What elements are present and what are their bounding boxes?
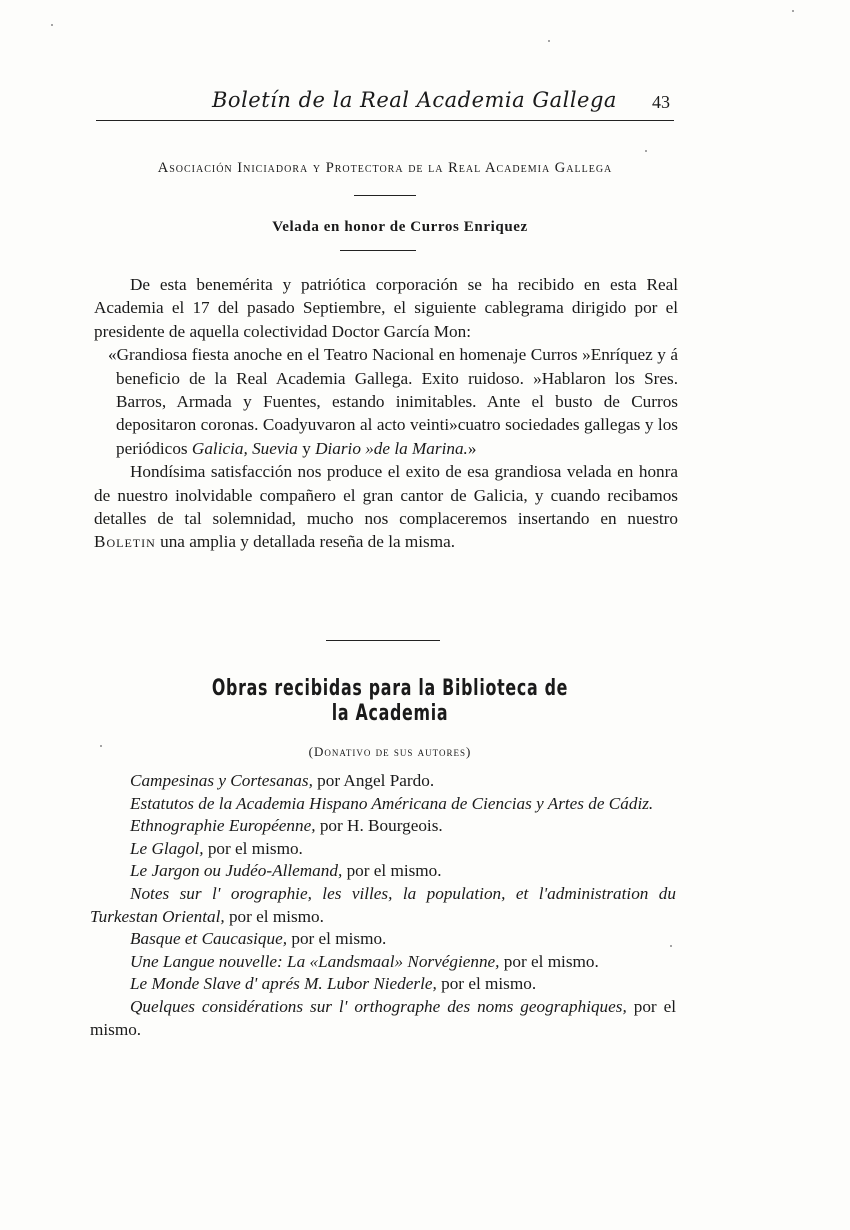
book-author: por el mismo.: [503, 951, 599, 971]
book-title: Campesinas y Cortesanas,: [130, 771, 313, 790]
association-heading: Asociación Iniciadora y Protectora de la Real Academia Gallega: [157, 160, 613, 176]
book-title: Notes sur l' orographie, les villes, la population, et l'administration du Turkestan Oriental,: [90, 883, 676, 926]
library-title: Obras recibidas para la Biblioteca de la Academia: [211, 676, 569, 726]
scan-speck: [548, 40, 550, 42]
book-title: Le Jargon ou Judéo-Allemand,: [130, 861, 343, 881]
divider-short: [354, 195, 416, 196]
book-title: Le Glagol,: [130, 838, 204, 858]
book-author: por Angel Pardo.: [317, 771, 435, 790]
library-subtitle: (Donativo de sus autores): [308, 744, 472, 759]
article-closing: Hondísima satisfacción nos produce el exito de esa grandiosa velada en honra de nuestro inolvidable compañero el gran cantor de Galicia, y cuando recibamos detalles de tal solemnidad, mucho nos complaceremos insertando en nuestro Boletin una amplia y detallada reseña de la misma.: [94, 462, 678, 552]
book-author: por el mismo.: [441, 974, 537, 994]
book-title: Le Monde Slave d' aprés M. Lubor Niederle,: [130, 974, 437, 994]
book-entry: [90, 951, 676, 974]
book-title: Quelques considérations sur l' orthographe des noms geographiques,: [130, 996, 627, 1016]
article-body: [94, 273, 678, 554]
book-entry: [90, 883, 676, 928]
header-rule: [96, 120, 674, 121]
book-entry: [90, 996, 676, 1041]
article-intro: De esta benemérita y patriótica corporación se ha recibido en esta Real Academia el 17 del pasado Septiembre, el siguiente cablegrama dirigido por el presidente de aquella colectividad Doctor García Mon:: [94, 275, 678, 341]
scan-speck: [51, 24, 53, 26]
book-entry: [90, 838, 676, 861]
scan-speck: [670, 945, 672, 947]
book-entry: [90, 770, 676, 793]
book-author: por el mismo.: [207, 838, 303, 858]
book-entry: [90, 973, 676, 996]
book-author: por el mismo.: [291, 929, 387, 949]
book-title: Estatutos de la Academia Hispano Américana de Ciencias y Artes de Cádiz.: [130, 793, 654, 813]
section-divider: [326, 640, 440, 641]
cablegram-quote: [94, 343, 678, 460]
book-author: por el mismo.: [346, 861, 442, 881]
scan-speck: [792, 10, 794, 12]
book-author: por el mismo.: [228, 906, 324, 926]
cablegram-text: «Grandiosa fiesta anoche en el Teatro Nacional en homenaje Curros »Enríquez y á beneficio de la Real Academia Gallega. Exito ruidoso. »Hablaron los Sres. Barros, Armada y Fuentes, estando inimitables. Ante el busto de Curros depositaron coronas. Coadyuvaron al acto veinti»cuatro sociedades gallegas y los periódicos Galicia, Suevia y Diario »de la Marina.»: [108, 345, 678, 458]
book-author: por H. Bourgeois.: [319, 816, 443, 836]
section-title-velada: Velada en honor de Curros Enriquez: [272, 219, 528, 235]
book-title: Ethnographie Européenne,: [130, 816, 316, 836]
book-entry: [90, 793, 676, 816]
scan-speck: [645, 150, 647, 152]
divider-short: [340, 250, 416, 251]
running-title: Boletín de la Real Academia Gallega: [212, 88, 617, 112]
scan-speck: [100, 745, 102, 747]
book-entry: [90, 928, 676, 951]
running-header: [96, 88, 674, 118]
book-list: [90, 770, 676, 1041]
book-author: por el mismo.: [90, 996, 676, 1039]
book-entry: [90, 815, 676, 838]
book-title: Basque et Caucasique,: [130, 929, 288, 949]
book-title: Une Langue nouvelle: La «Landsmaal» Norvégienne,: [130, 951, 500, 971]
book-entry: [90, 860, 676, 883]
page-number: 43: [652, 92, 670, 112]
